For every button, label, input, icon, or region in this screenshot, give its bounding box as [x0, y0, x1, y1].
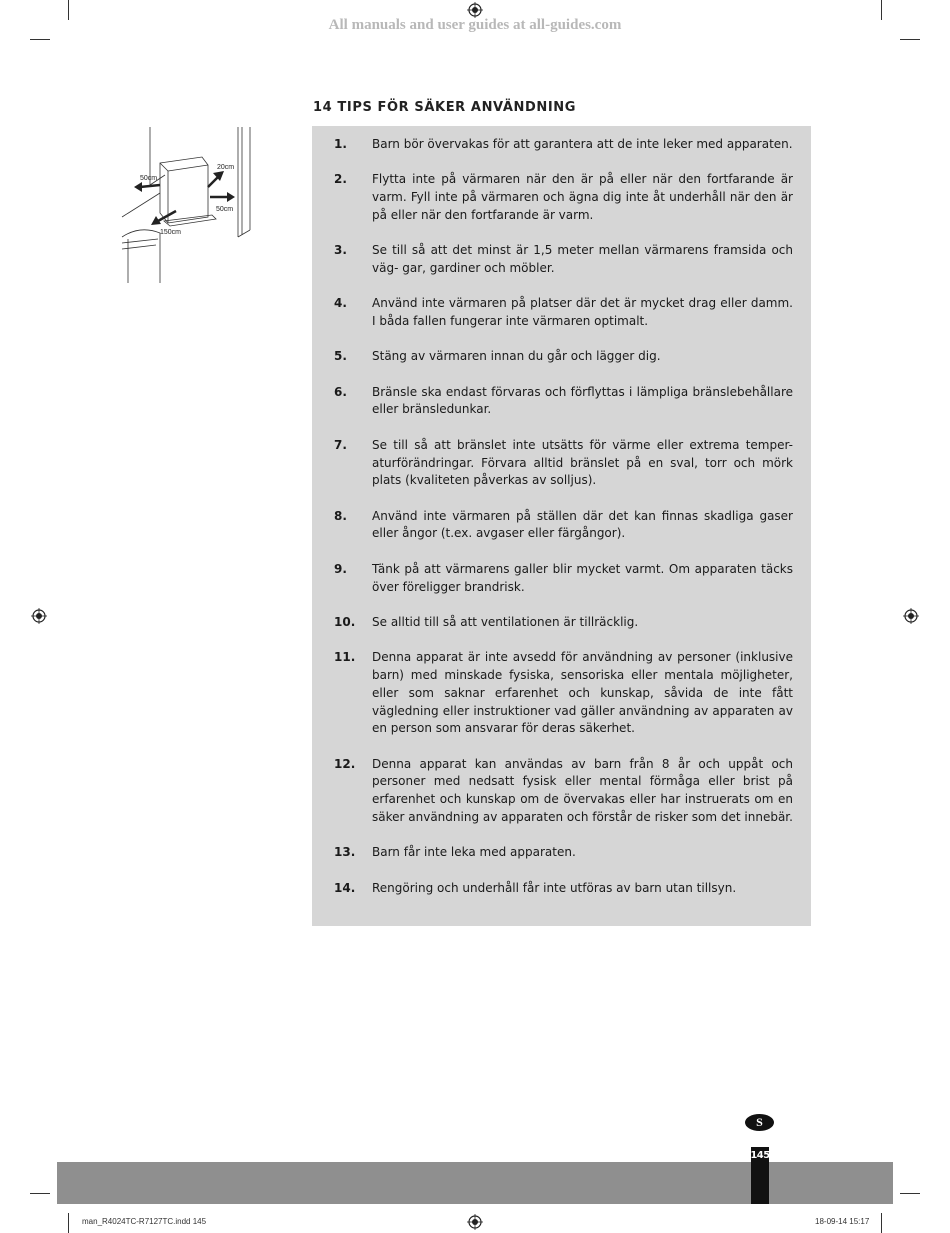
tip-number: 7.: [334, 437, 347, 452]
tip-text: Tänk på att värmarens galler blir mycket varmt. Om apparaten täcks över föreligger brandrisk.: [372, 561, 793, 594]
list-item: [316, 384, 793, 420]
tip-text: Barn får inte leka med apparaten.: [372, 845, 576, 860]
tip-number: 10.: [334, 614, 356, 629]
clearance-label-left: 50cm: [140, 175, 158, 182]
list-item: [316, 756, 793, 827]
list-item: [316, 880, 793, 898]
tips-list: [312, 126, 811, 897]
list-item: [316, 561, 793, 597]
list-item: [316, 348, 793, 366]
tip-number: 6.: [334, 384, 347, 399]
clearance-label-right: 50cm: [216, 206, 234, 213]
language-badge: S: [745, 1114, 774, 1131]
tip-number: 4.: [334, 296, 347, 311]
tip-text: Rengöring och underhåll får inte utföras av barn utan tillsyn.: [372, 880, 737, 895]
list-item: [316, 171, 793, 224]
tip-text: Bränsle ska endast förvaras och förflyttas i lämpliga bränslebehållare eller bränsledunkar.: [372, 384, 793, 417]
list-item: [316, 242, 793, 278]
tip-text: Använd inte värmaren på platser där det är mycket drag eller damm. I båda fallen fungerar inte värmaren optimalt.: [372, 296, 793, 329]
tip-number: 11.: [334, 650, 356, 665]
tip-number: 2.: [334, 172, 347, 187]
clearance-label-front: 150cm: [160, 229, 182, 236]
crop-mark: [30, 39, 50, 40]
clearance-label-top: 20cm: [217, 164, 235, 171]
tip-text: Stäng av värmaren innan du går och lägger dig.: [372, 349, 661, 364]
list-item: [316, 614, 793, 632]
list-item: [316, 295, 793, 331]
tip-number: 12.: [334, 756, 356, 771]
crop-mark: [881, 1213, 882, 1233]
registration-mark-icon: [467, 1214, 483, 1230]
section-title: 14 TIPS FÖR SÄKER ANVÄNDNING: [313, 100, 577, 115]
tip-text: Barn bör övervakas för att garantera att de inte leker med apparaten.: [372, 137, 793, 151]
list-item: [316, 649, 793, 738]
file-slug: man_R4024TC-R7127TC.indd 145: [82, 1217, 207, 1226]
watermark: All manuals and user guides at all-guides.com: [328, 17, 622, 33]
list-item: [316, 844, 793, 862]
tip-text: Använd inte värmaren på ställen där det kan finnas skadliga gaser eller ångor (t.ex. avgaser eller färgångor).: [372, 508, 793, 541]
registration-mark-icon: [467, 2, 483, 18]
crop-mark: [900, 1193, 920, 1194]
tip-number: 13.: [334, 845, 356, 860]
page-number: 145: [750, 1150, 770, 1161]
registration-mark-icon: [903, 608, 919, 624]
crop-mark: [900, 39, 920, 40]
tip-text: Se till så att det minst är 1,5 meter mellan värmarens framsida och väg- gar, gardiner och möbler.: [372, 243, 793, 275]
list-item: [316, 437, 793, 490]
registration-mark-icon: [31, 608, 47, 624]
crop-mark: [30, 1193, 50, 1194]
tip-text: Flytta inte på värmaren när den är på eller när den fortfarande är varm. Fyll inte på värmaren och ägna dig inte åt underhåll när den är på eller när den fortfarande är varm.: [372, 172, 793, 222]
tip-text: Denna apparat kan användas av barn från 8 år och uppåt och personer med nedsatt fysisk eller mental förmåga eller brist på erfarenhet och kunskap om de övervakas eller har instruerats om en säker användning av apparaten och förstår de risker som det innebär.: [372, 756, 793, 825]
heater-clearance-illustration: [120, 125, 260, 285]
tips-box: [312, 126, 811, 926]
tip-number: 3.: [334, 243, 347, 258]
crop-mark: [68, 1213, 69, 1233]
tip-number: 1.: [334, 137, 347, 151]
tip-text: Denna apparat är inte avsedd för användning av personer (inklusive barn) med minskade fysiska, sensoriska eller mentala möjligheter, eller som saknar erfarenhet och kunskap, såvida de inte fått vägledning eller instruktioner vad gäller användning av apparaten av en person som ansvarar för deras säkerhet.: [372, 650, 793, 736]
tip-number: 8.: [334, 508, 347, 523]
print-timestamp: 18-09-14 15:17: [815, 1217, 870, 1226]
tip-number: 14.: [334, 880, 356, 895]
tip-text: Se till så att bränslet inte utsätts för värme eller extrema temper- aturförändringar. Förvara alltid bränslet på en sval, torr och mörk plats (kvaliteten påverkas av solljus).: [372, 437, 793, 488]
tip-number: 9.: [334, 561, 347, 576]
list-item: [316, 136, 793, 154]
list-item: [316, 508, 793, 544]
tip-text: Se alltid till så att ventilationen är tillräcklig.: [372, 614, 639, 629]
tip-number: 5.: [334, 349, 347, 364]
